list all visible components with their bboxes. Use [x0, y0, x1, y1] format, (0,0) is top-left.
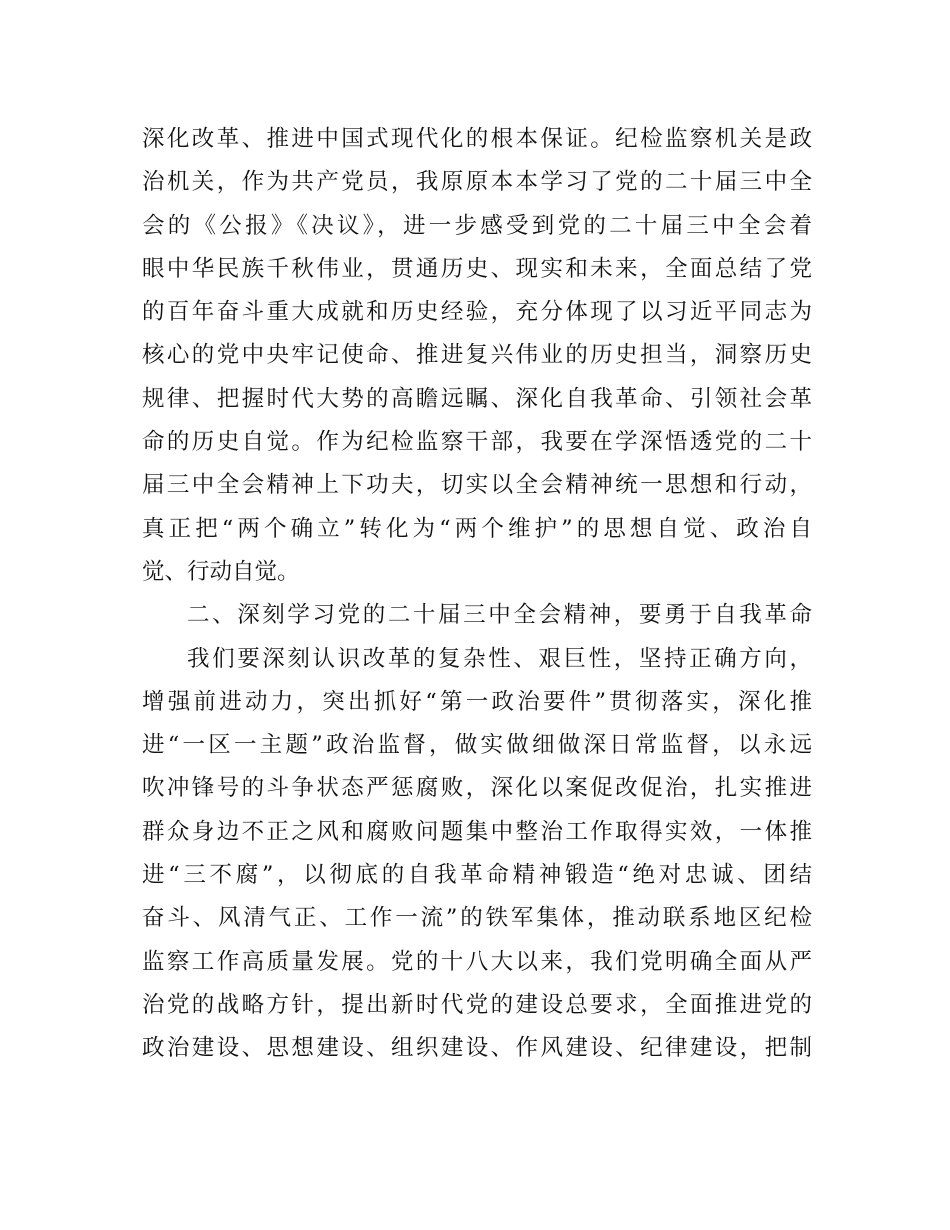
paragraph-1 [142, 118, 812, 594]
text-line: 奋斗、风清气正、工作一流”的铁军集体，推动联系地区纪检 [142, 905, 812, 932]
section-heading: 二、深刻学习党的二十届三中全会精神，要勇于自我革命 [187, 602, 812, 629]
text-line: 眼中华民族千秋伟业，贯通历史、现实和未来，全面总结了党 [142, 255, 812, 282]
text-line: 的百年奋斗重大成就和历史经验，充分体现了以习近平同志为 [142, 299, 812, 326]
text-line: 会的《公报》《决议》，进一步感受到党的二十届三中全会着 [142, 212, 812, 239]
text-line: 规律、把握时代大势的高瞻远瞩、深化自我革命、引领社会革 [142, 385, 812, 412]
text-line: 治党的战略方针，提出新时代党的建设总要求，全面推进党的 [142, 991, 812, 1018]
text-line: 监察工作高质量发展。党的十八大以来，我们党明确全面从严 [142, 948, 812, 975]
paragraph-2 [142, 638, 812, 1071]
text-line: 进“一区一主题”政治监督，做实做细做深日常监督，以永远 [142, 732, 812, 759]
text-line: 深化改革、推进中国式现代化的根本保证。纪检监察机关是政 [142, 126, 812, 152]
text-line: 届三中全会精神上下功夫，切实以全会精神统一思想和行动， [142, 472, 812, 499]
text-line: 我们要深刻认识改革的复杂性、艰巨性，坚持正确方向， [187, 645, 812, 672]
text-line: 治机关，作为共产党员，我原原本本学习了党的二十届三中全 [142, 169, 812, 196]
text-line: 增强前进动力，突出抓好“第一政治要件”贯彻落实，深化推 [142, 688, 812, 715]
text-line: 核心的党中央牢记使命、推进复兴伟业的历史担当，洞察历史 [142, 342, 812, 369]
text-line: 觉、行动自觉。 [142, 558, 300, 585]
text-line: 吹冲锋号的斗争状态严惩腐败，深化以案促改促治，扎实推进 [142, 775, 812, 802]
text-line: 进“三不腐”，以彻底的自我革命精神锻造“绝对忠诚、团结 [142, 862, 812, 889]
text-line: 群众身边不正之风和腐败问题集中整治工作取得实效，一体推 [142, 818, 812, 845]
text-line: 政治建设、思想建设、组织建设、作风建设、纪律建设，把制 [142, 1035, 812, 1062]
document-body [142, 118, 812, 1071]
text-line: 真正把“两个确立”转化为“两个维护”的思想自觉、政治自 [142, 515, 812, 542]
text-line: 命的历史自觉。作为纪检监察干部，我要在学深悟透党的二十 [142, 429, 812, 456]
